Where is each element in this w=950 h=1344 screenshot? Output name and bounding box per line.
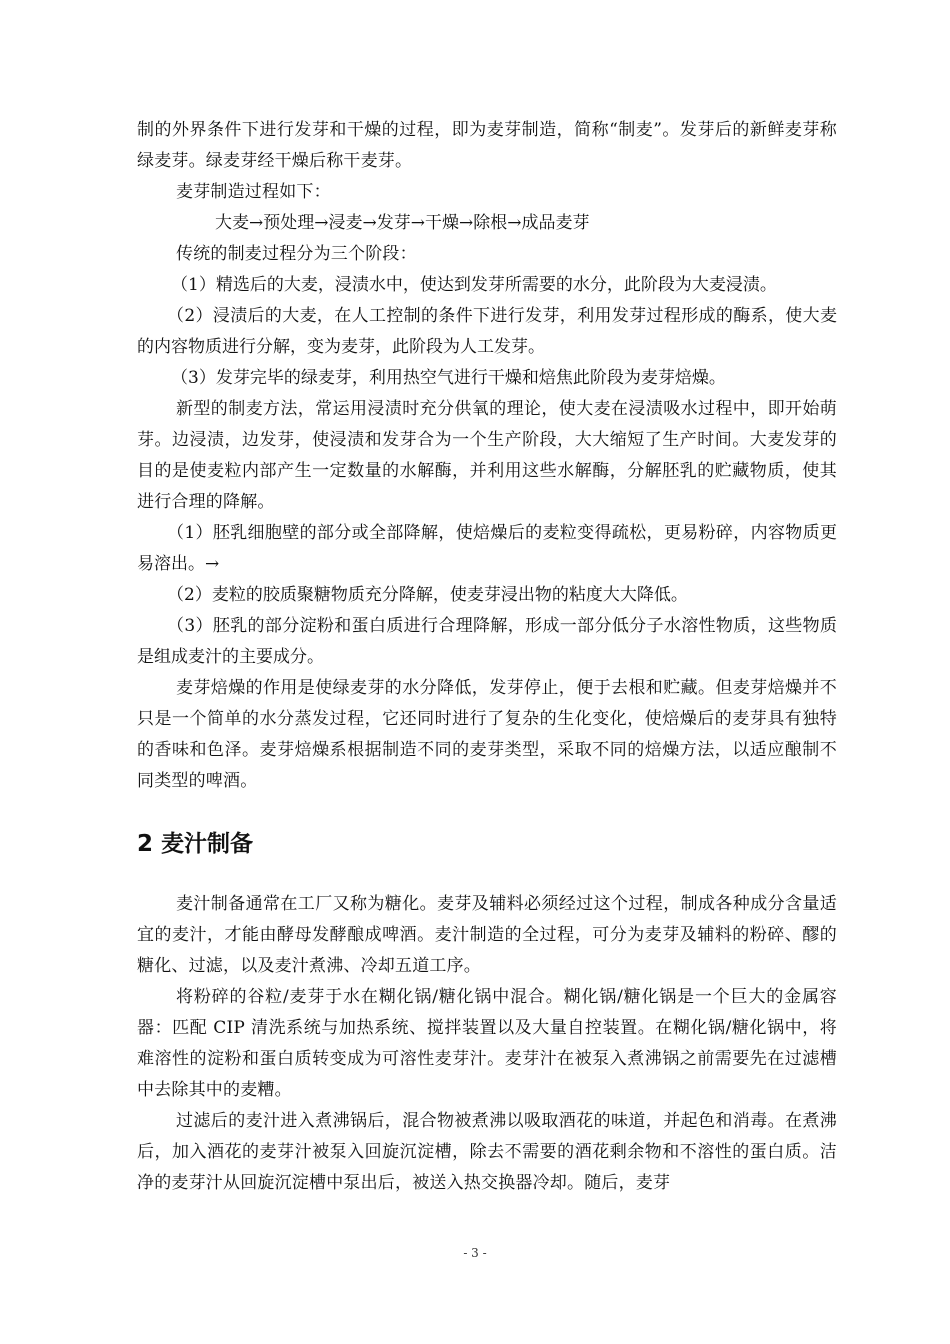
- list-item-stage-2: （2）浸渍后的大麦，在人工控制的条件下进行发芽，利用发芽过程形成的酶系，使大麦的内容物质进行分解，变为麦芽，此阶段为人工发芽。: [137, 306, 837, 357]
- malting-flow-line: 大麦→预处理→浸麦→发芽→干燥→除根→成品麦芽: [215, 213, 590, 233]
- page-content: [137, 115, 837, 1199]
- paragraph-malting-process-intro: 麦芽制造过程如下：: [176, 182, 331, 202]
- list-item-stage-1: （1）精选后的大麦，浸渍水中，使达到发芽所需要的水分，此阶段为大麦浸渍。: [171, 275, 777, 295]
- section-heading-wort-preparation: 2 麦汁制备: [137, 831, 254, 857]
- paragraph-new-malting-method: 新型的制麦方法，常运用浸渍时充分供氧的理论，使大麦在浸渍吸水过程中，即开始萌芽。边浸渍，边发芽，使浸渍和发芽合为一个生产阶段，大大缩短了生产时间。大麦发芽的目的是使麦粒内部产生一定数量的水解酶，并利用这些水解酶，分解胚乳的贮藏物质，使其进行合理的降解。: [137, 399, 837, 512]
- list-item-purpose-1: （1）胚乳细胞壁的部分或全部降解，使焙燥后的麦粒变得疏松，更易粉碎，内容物质更易溶出。→: [137, 523, 837, 574]
- list-item-purpose-3: （3）胚乳的部分淀粉和蛋白质进行合理降解，形成一部分低分子水溶性物质，这些物质是组成麦汁的主要成分。: [137, 616, 837, 667]
- list-item-purpose-2: （2）麦粒的胶质聚糖物质充分降解，使麦芽浸出物的粘度大大降低。: [167, 585, 688, 605]
- paragraph-mashing: 将粉碎的谷粒/麦芽于水在糊化锅/糖化锅中混合。糊化锅/糖化锅是一个巨大的金属容器：匹配 CIP 清洗系统与加热系统、搅拌装置以及大量自控装置。在糊化锅/糖化锅中，将难溶性的淀粉和蛋白质转变成为可溶性麦芽汁。麦芽汁在被泵入煮沸锅之前需要先在过滤槽中去除其中的麦糟。: [137, 987, 837, 1100]
- list-item-stage-3: （3）发芽完毕的绿麦芽，利用热空气进行干燥和焙焦此阶段为麦芽焙燥。: [171, 368, 726, 388]
- paragraph-kilning: 麦芽焙燥的作用是使绿麦芽的水分降低，发芽停止，便于去根和贮藏。但麦芽焙燥并不只是一个简单的水分蒸发过程，它还同时进行了复杂的生化变化，使焙燥后的麦芽具有独特的香味和色泽。麦芽焙燥系根据制造不同的麦芽类型，采取不同的焙燥方法，以适应酿制不同类型的啤酒。: [137, 678, 837, 791]
- paragraph-wort-intro: 麦汁制备通常在工厂又称为糖化。麦芽及辅料必须经过这个过程，制成各种成分含量适宜的麦汁，才能由酵母发酵酿成啤酒。麦汁制造的全过程，可分为麦芽及辅料的粉碎、醪的糖化、过滤，以及麦汁煮沸、冷却五道工序。: [137, 894, 837, 976]
- page-number: - 3 -: [463, 1246, 487, 1260]
- paragraph-boiling: 过滤后的麦汁进入煮沸锅后，混合物被煮沸以吸取酒花的味道，并起色和消毒。在煮沸后，加入酒花的麦芽汁被泵入回旋沉淀槽，除去不需要的酒花剩余物和不溶性的蛋白质。洁净的麦芽汁从回旋沉淀槽中泵出后，被送入热交换器冷却。随后，麦芽: [137, 1111, 837, 1193]
- paragraph-malting-definition: 制的外界条件下进行发芽和干燥的过程，即为麦芽制造，简称“制麦”。发芽后的新鲜麦芽称绿麦芽。绿麦芽经干燥后称干麦芽。: [137, 120, 837, 171]
- paragraph-traditional-stages: 传统的制麦过程分为三个阶段：: [176, 244, 417, 264]
